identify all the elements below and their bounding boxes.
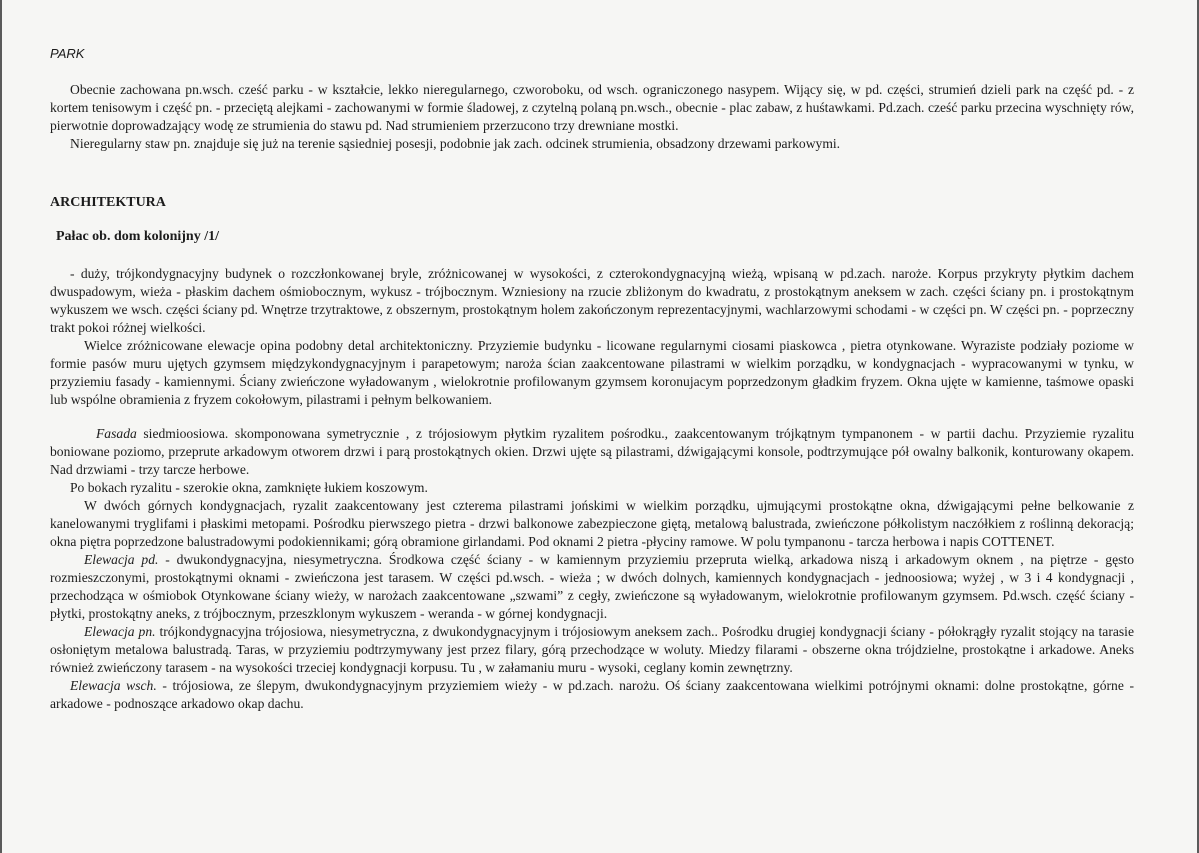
east-elevation-label: Elewacja wsch. [70,678,157,693]
park-paragraph-1: Obecnie zachowana pn.wsch. cześć parku - w kształcie, lekko nieregularnego, czworoboku, od wsch. ograniczonego nasypem. Wijący się, w pd. części, strumień dzieli park na część pd. - z kortem tenisowym i część pn. - przeciętą alejkami - zachowanymi w formie śladowej, z czytelną polaną pn.wsch., obecnie - plac zabaw, z huśtawkami. Pd.zach. cześć parku przecina wyschnięty rów, pierwotnie doprowadzający wodę ze strumienia do stawu pd. Nad strumieniem przerzucono trzy drewniane mostki. [50,82,1134,133]
park-paragraph-2: Nieregularny staw pn. znajduje się już na terenie sąsiedniej posesji, podobnie jak zach. odcinek strumienia, obsadzony drzewami parkowymi. [70,136,841,151]
document-body [50,46,1134,713]
south-elevation-label: Elewacja pd. [84,552,159,567]
south-elevation-text: - dwukondygnacyjna, niesymetryczna. Środkowa część ściany - w kamiennym przyziemiu przepruta wielką, arkadowa niszą i arkadowym oknem , na piętrze - gęsto rozmieszczonymi, prostokątnymi oknami - zwieńczona jest tarasem. W części pd.wsch. - wieża ; w dwóch dolnych, kamiennych kondygnacjach - jednoosiowa; wyżej , w 3 i 4 kondygnacji , przechodząca w ośmiobok Otynkowane ściany wieży, w narożach zaakcentowane „szwami” z cegły, zwieńczone są wyładowanym, wielokrotnie profilowanym gzymsem. Pd.wsch. część ściany - płytki, prostokątny aneks, z trójbocznym, przeszklonym wykuszem - weranda - w górnej kondygnacji. [50,552,1134,621]
facade-paragraph [50,425,1134,479]
building-subheading: Pałac ob. dom kolonijny /1/ [56,229,219,244]
building-description-paragraph: - duży, trójkondygnacyjny budynek o rozczłonkowanej bryle, zróżnicowanej w wysokości, z czterokondygnacyjną wieżą, wpisaną w pd.zach. naroże. Korpus przykryty płytkim dachem dwuspadowym, wieża - płaskim dachem ośmiobocznym, wykusz - trójbocznym. Wzniesiony na rzucie zbliżonym do kwadratu, z prostokątnym aneksem w zach. części ściany pn. i prostokątnym wykuszem we wsch. części ściany pd. Wnętrze trzytraktowe, z obszernym, prostokątnym holem zakończonym reprezentacyjnymi, wachlarzowymi schodami - w części pn. W części pn. - poprzeczny trakt pokoi różnej wielkości. [50,266,1134,335]
north-elevation-text: trójkondygnacyjna trójosiowa, niesymetryczna, z dwukondygnacyjnym i trójosiowym aneksem zach.. Pośrodku drugiej kondygnacji ściany - półokrągły ryzalit stojący na tarasie osłoniętym metalowa balustradą. Taras, w przyziemiu podtrzymywany jest przez filary, górą przechodzące w woluty. Miedzy filarami - obszerne okna trójdzielne, prostokątne i arkadowe. Aneks również zwieńczony tarasem - na wysokości trzeciej kondygnacji korpusu. Tu , w załamaniu muru - wysoki, ceglany komin zewnętrzny. [50,624,1134,675]
elevations-detail-paragraph: Wielce zróżnicowane elewacje opina podobny detal architektoniczny. Przyziemie budynku - licowane regularnymi ciosami piaskowca , pietra otynkowane. Wyraziste podziały poziome w formie pasów muru ujętych gzymsem międzykondygnacyjnym i parapetowym; naroża ścian zaakcentowane pilastrami w wielkim porządku, w kondygnacjach - wypracowanymi w tynku, w przyziemiu fasady - kamiennymi. Ściany zwieńczone wyładowanym , wielokrotnie profilowanym gzymsem koronujacym poprzedzonym gładkim fryzem. Okna ujęte w kamienne, taśmowe opaski lub wspólne obramienia z fryzem cokołowym, pilastrami i pełnym belkowaniem. [50,338,1134,407]
east-elevation-text: - trójosiowa, ze ślepym, dwukondygnacyjnym przyziemiem wieży - w pd.zach. narożu. Oś ściany zaakcentowana wielkimi potrójnymi oknami: dolne prostokątne, górne - arkadowe - podnoszące arkadowo okap dachu. [50,678,1134,711]
upper-floors-paragraph: W dwóch górnych kondygnacjach, ryzalit zaakcentowany jest czterema pilastrami jońskimi w wielkim porządku, ujmującymi prostokątne okna, dźwigającymi pełne belkowanie z kanelowanymi tryglifami i płaskimi metopami. Pośrodku pierwszego pietra - drzwi balkonowe zabezpieczone giętą, metalową balustrada, zwieńczone półkolistym naczółkiem z roślinną dekoracją; okna piętra poprzedzone balustradowymi podokiennikami; górą obramione girlandami. Pod oknami 2 pietra -płyciny ramowe. W polu tympanonu - tarcza herbowa i napis COTTENET. [50,498,1134,549]
park-heading: PARK [50,46,85,61]
architecture-heading: ARCHITEKTURA [50,195,166,210]
south-elevation-paragraph [50,551,1134,623]
north-elevation-label: Elewacja pn. [84,624,156,639]
facade-label: Fasada [96,426,137,441]
paragraph-gap [50,409,1134,425]
facade-text: siedmioosiowa. skomponowana symetrycznie , z trójosiowym płytkim ryzalitem pośrodku., zaakcentowanym trójkątnym tympanonem - w partii dachu. Przyziemie ryzalitu boniowane poziomo, przeprute arkadowym otworem drzwi i parą prostokątnych okien. Drzwi ujęte są pilastrami, dźwigającymi konsole, podtrzymujące pół owalny balkonik, konturowany okapem. Nad drzwiami - trzy tarcze herbowe. [50,426,1134,477]
north-elevation-paragraph [50,623,1134,677]
east-elevation-paragraph [50,677,1134,713]
risalit-sides-paragraph: Po bokach ryzalitu - szerokie okna, zamknięte łukiem koszowym. [70,480,428,495]
